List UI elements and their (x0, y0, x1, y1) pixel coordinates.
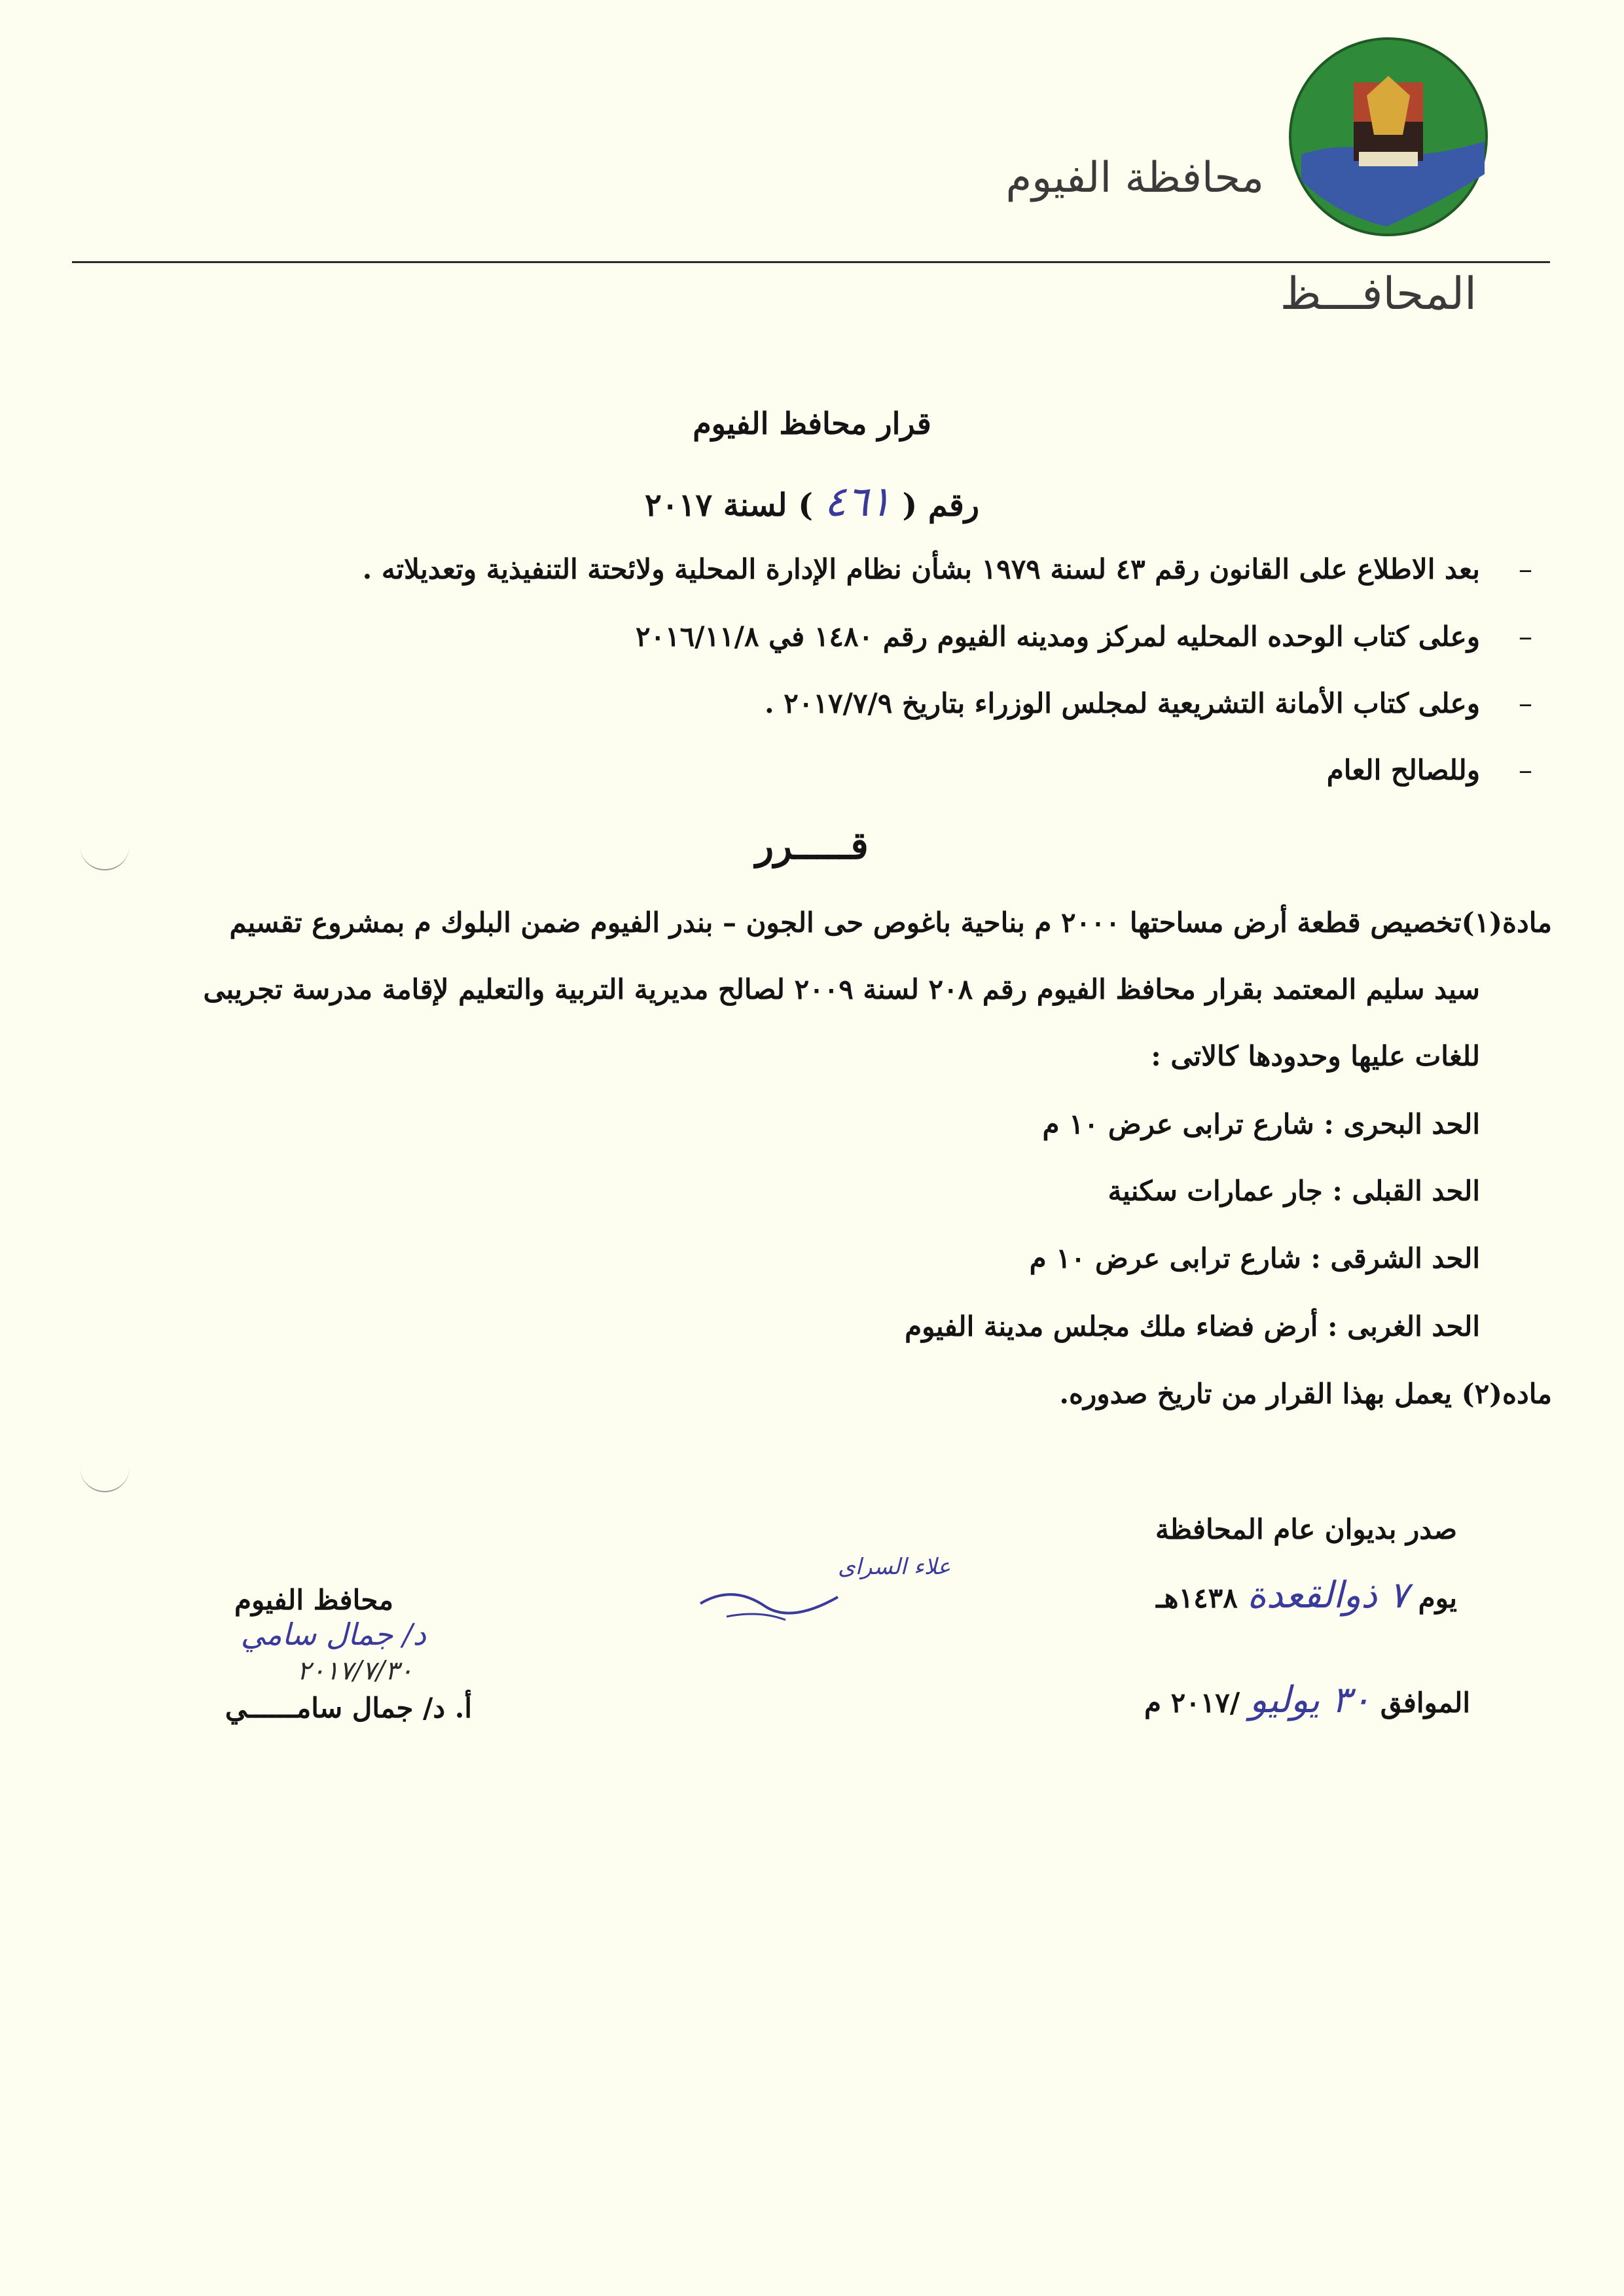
issued-at: صدر بديوان عام المحافظة (1155, 1513, 1457, 1545)
initials-signature (687, 1545, 951, 1636)
gregorian-year: /٢٠١٧ م (1144, 1687, 1240, 1719)
decision-number-line (0, 478, 1624, 526)
handwritten-gregorian-date: ٣٠ يوليو (1249, 1679, 1371, 1721)
governor-title: محافظ الفيوم (234, 1584, 393, 1616)
boundary-south: الحد القبلى : جار عمارات سكنية (1108, 1175, 1480, 1207)
governorate-logo (1288, 37, 1489, 237)
governor-name: أ. د/ جمال سامــــــي (225, 1692, 472, 1724)
article-1-line: سيد سليم المعتمد بقرار محافظ الفيوم رقم ٢٠٨ لسنة ٢٠٠٩ لصالح مديرية التربية والتعليم لإقامة مدرسة تجريبى (203, 973, 1480, 1005)
preamble-item: بعد الاطلاع على القانون رقم ٤٣ لسنة ١٩٧٩ بشأن نظام الإدارة المحلية ولائحتة التنفيذية وتعديلاته . – (362, 553, 1532, 585)
governorate-name: محافظة الفيوم (1005, 154, 1264, 202)
handwritten-hijri-date: ٧ ذوالقعدة (1247, 1574, 1409, 1617)
hijri-year: ١٤٣٨هـ (1156, 1582, 1238, 1614)
article-2: ماده(٢) يعمل بهذا القرار من تاريخ صدوره. (1059, 1378, 1552, 1410)
boundary-east: الحد الشرقى : شارع ترابى عرض ١٠ م (1029, 1242, 1480, 1274)
resolved-heading: قـــــرر (755, 823, 869, 868)
punch-hole (80, 1466, 130, 1492)
gregorian-label: الموافق (1380, 1687, 1470, 1719)
svg-text:علاء السراى: علاء السراى (838, 1554, 951, 1580)
preamble-item: وعلى كتاب الوحده المحليه لمركز ومدينه الفيوم رقم ١٤٨٠ في ٢٠١٦/١١/٨ – (635, 620, 1532, 653)
preamble-item: وعلى كتاب الأمانة التشريعية لمجلس الوزراء بتاريخ ٢٠١٧/٧/٩ . – (765, 687, 1532, 719)
decision-title: قرار محافظ الفيوم (693, 406, 931, 441)
day-label: يوم (1418, 1582, 1457, 1614)
handwritten-signature: د/ جمال سامي (240, 1617, 426, 1652)
year-label: لسنة ٢٠١٧ (645, 487, 787, 524)
handwritten-signature-date: ٢٠١٧/٧/٣٠ (297, 1656, 413, 1686)
number-label: رقم ( (902, 487, 979, 524)
hijri-date-line (1156, 1574, 1457, 1617)
preamble-item: وللصالح العام – (1326, 754, 1532, 786)
gregorian-date-line (1144, 1679, 1470, 1721)
number-close: ) (798, 487, 813, 524)
handwritten-number: ٤٦١ (823, 478, 892, 526)
header-divider (72, 261, 1550, 263)
boundary-north: الحد البحرى : شارع ترابى عرض ١٠ م (1042, 1108, 1480, 1140)
office-title: المحافـــظ (1280, 268, 1477, 320)
article-1-line: مادة(١)تخصيص قطعة أرض مساحتها ٢٠٠٠ م بناحية باغوص حى الجون – بندر الفيوم ضمن البلوك م بمشروع تقسيم (229, 906, 1552, 939)
article-1-line: للغات عليها وحدودها كالاتى : (1151, 1040, 1480, 1072)
boundary-west: الحد الغربى : أرض فضاء ملك مجلس مدينة الفيوم (905, 1310, 1480, 1342)
